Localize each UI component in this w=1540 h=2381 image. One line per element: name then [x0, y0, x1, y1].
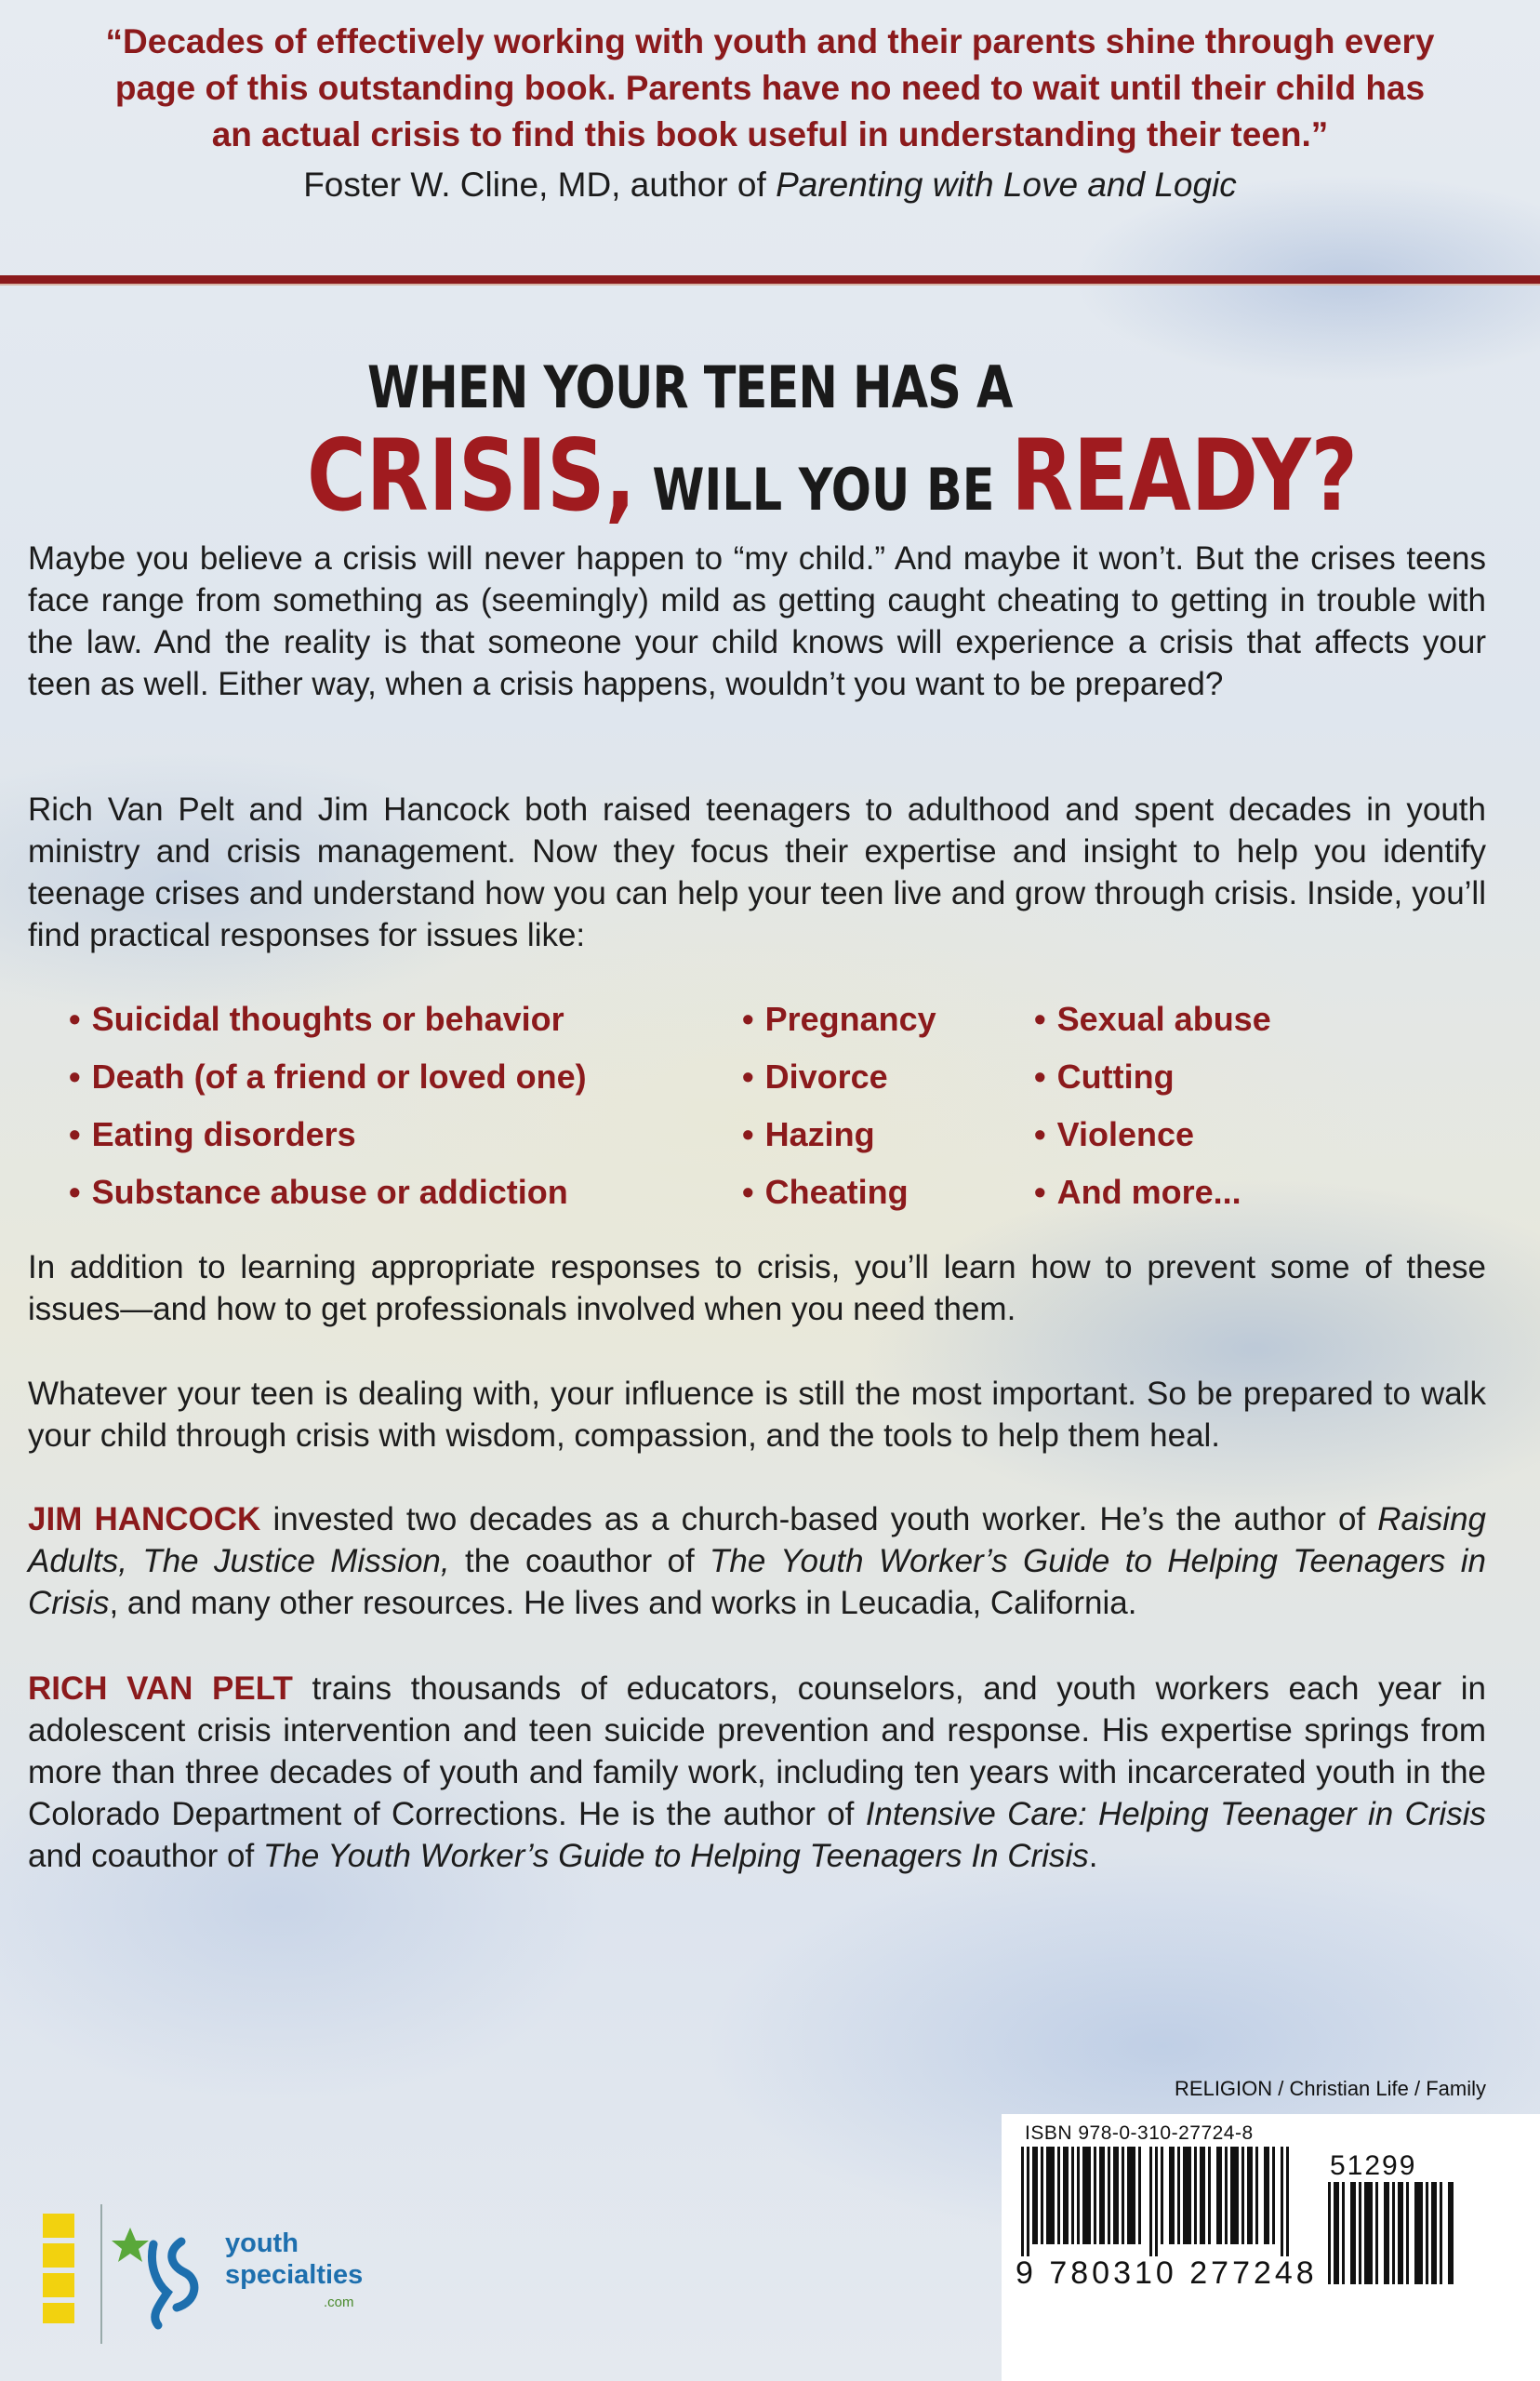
list-item: • Death (of a friend or loved one): [93, 1048, 587, 1106]
bio-text: and coauthor of: [28, 1838, 263, 1874]
barcode-icon: [1021, 2147, 1300, 2256]
endorsement-quote: [37, 19, 1503, 212]
publisher-domain: .com: [324, 2295, 354, 2310]
divider-rule: [0, 275, 1540, 286]
headline-line2: [307, 419, 1358, 533]
zondervan-logo-icon: [43, 2214, 80, 2325]
bio-text: .: [1088, 1838, 1098, 1874]
barcode-number: 9 780310 277248: [1016, 2255, 1318, 2291]
book-title: Raising Adults, The Justice Mission,: [28, 1501, 1487, 1579]
attribution-book-title: Parenting with Love and Logic: [776, 166, 1237, 204]
isbn-label: ISBN 978-0-310-27724-8: [1025, 2122, 1254, 2144]
quote-line: page of this outstanding book. Parents have no need to wait until their child has: [114, 69, 1426, 107]
headline-line1: WHEN YOUR TEEN HAS A: [367, 353, 1013, 421]
price-barcode-icon: [1328, 2182, 1458, 2284]
publisher-line2: specialties: [225, 2260, 364, 2290]
list-item: • Substance abuse or addiction: [93, 1164, 587, 1221]
author-name-hancock: JIM HANCOCK: [28, 1501, 261, 1537]
intro-paragraph: Maybe you believe a crisis will never happen to “my child.” And maybe it won’t. But the crises teens face range from something as (seemingly) mild as getting caught cheating to getting in trouble with the law. And the reality is that someone your child knows will experience a crisis that affects your teen as well. Either way, when a crisis happens, wouldn’t you want to be prepared?: [28, 540, 1486, 702]
list-item: • And more...: [1058, 1164, 1271, 1221]
headline-ready: READY?: [1011, 419, 1358, 533]
bio-text: invested two decades as a church-based youth worker. He’s the author of: [260, 1501, 1378, 1537]
headline-crisis: CRISIS,: [307, 419, 636, 533]
book-title: The Youth Worker’s Guide to Helping Teenagers In Crisis: [262, 1838, 1089, 1874]
quote-attribution: [37, 158, 1503, 212]
prevention-paragraph: In addition to learning appropriate responses to crisis, you’ll learn how to prevent some of these issues—and how to get professionals involved when you need them.: [28, 1249, 1486, 1327]
authors-paragraph: Rich Van Pelt and Jim Hancock both raised teenagers to adulthood and spent decades in youth ministry and crisis management. Now they focus their expertise and insight to help you identify teenage crises and understand how you can help your teen live and grow through crisis. Inside, you’ll find practical responses for issues like:: [28, 791, 1486, 953]
list-item: • Hazing: [766, 1106, 936, 1164]
attribution-author: Foster W. Cline, MD, author of: [303, 166, 777, 204]
book-title: Intensive Care: Helping Teenager in Crisis: [865, 1796, 1486, 1832]
quote-line: an actual crisis to find this book useful in understanding their teen.”: [211, 115, 1329, 153]
list-item: • Cutting: [1058, 1048, 1271, 1106]
issues-column-3: [1058, 991, 1271, 1221]
publisher-line1: youth: [225, 2228, 299, 2258]
publisher-name: [225, 2228, 363, 2291]
youth-specialties-logo-icon: [112, 2218, 219, 2330]
headline-middle: WILL YOU BE: [635, 456, 1012, 524]
quote-line: “Decades of effectively working with youth and their parents shine through every: [105, 22, 1435, 60]
list-item: • Suicidal thoughts or behavior: [93, 991, 587, 1048]
influence-paragraph: Whatever your teen is dealing with, your influence is still the most important. So be prepared to walk your child through crisis with wisdom, compassion, and the tools to help them heal.: [28, 1376, 1486, 1454]
issues-column-2: [766, 991, 936, 1221]
list-item: • Violence: [1058, 1106, 1271, 1164]
book-title: The Youth Worker’s Guide to Helping Teenagers in Crisis: [28, 1543, 1486, 1621]
bio-van-pelt: [28, 1668, 1486, 1877]
logo-divider: [100, 2204, 102, 2344]
price-code: 51299: [1330, 2150, 1417, 2181]
issues-column-1: [93, 991, 587, 1221]
bio-text: trains thousands of educators, counselors, and youth workers each year in adolescent crisis intervention and teen suicide prevention and response. His expertise springs from more than three decades of youth and family work, including ten years with incarcerated youth in the Colorado Department of Corrections. He is the author of: [28, 1670, 1486, 1832]
list-item: • Divorce: [766, 1048, 936, 1106]
bio-hancock: [28, 1498, 1486, 1624]
list-item: • Pregnancy: [766, 991, 936, 1048]
bisac-category: RELIGION / Christian Life / Family: [1175, 2077, 1486, 2100]
list-item: • Eating disorders: [93, 1106, 587, 1164]
list-item: • Sexual abuse: [1058, 991, 1271, 1048]
bio-text: , and many other resources. He lives and works in Leucadia, California.: [109, 1585, 1137, 1621]
author-name-van-pelt: RICH VAN PELT: [28, 1670, 293, 1707]
bio-text: the coauthor of: [449, 1543, 710, 1579]
list-item: • Cheating: [766, 1164, 936, 1221]
